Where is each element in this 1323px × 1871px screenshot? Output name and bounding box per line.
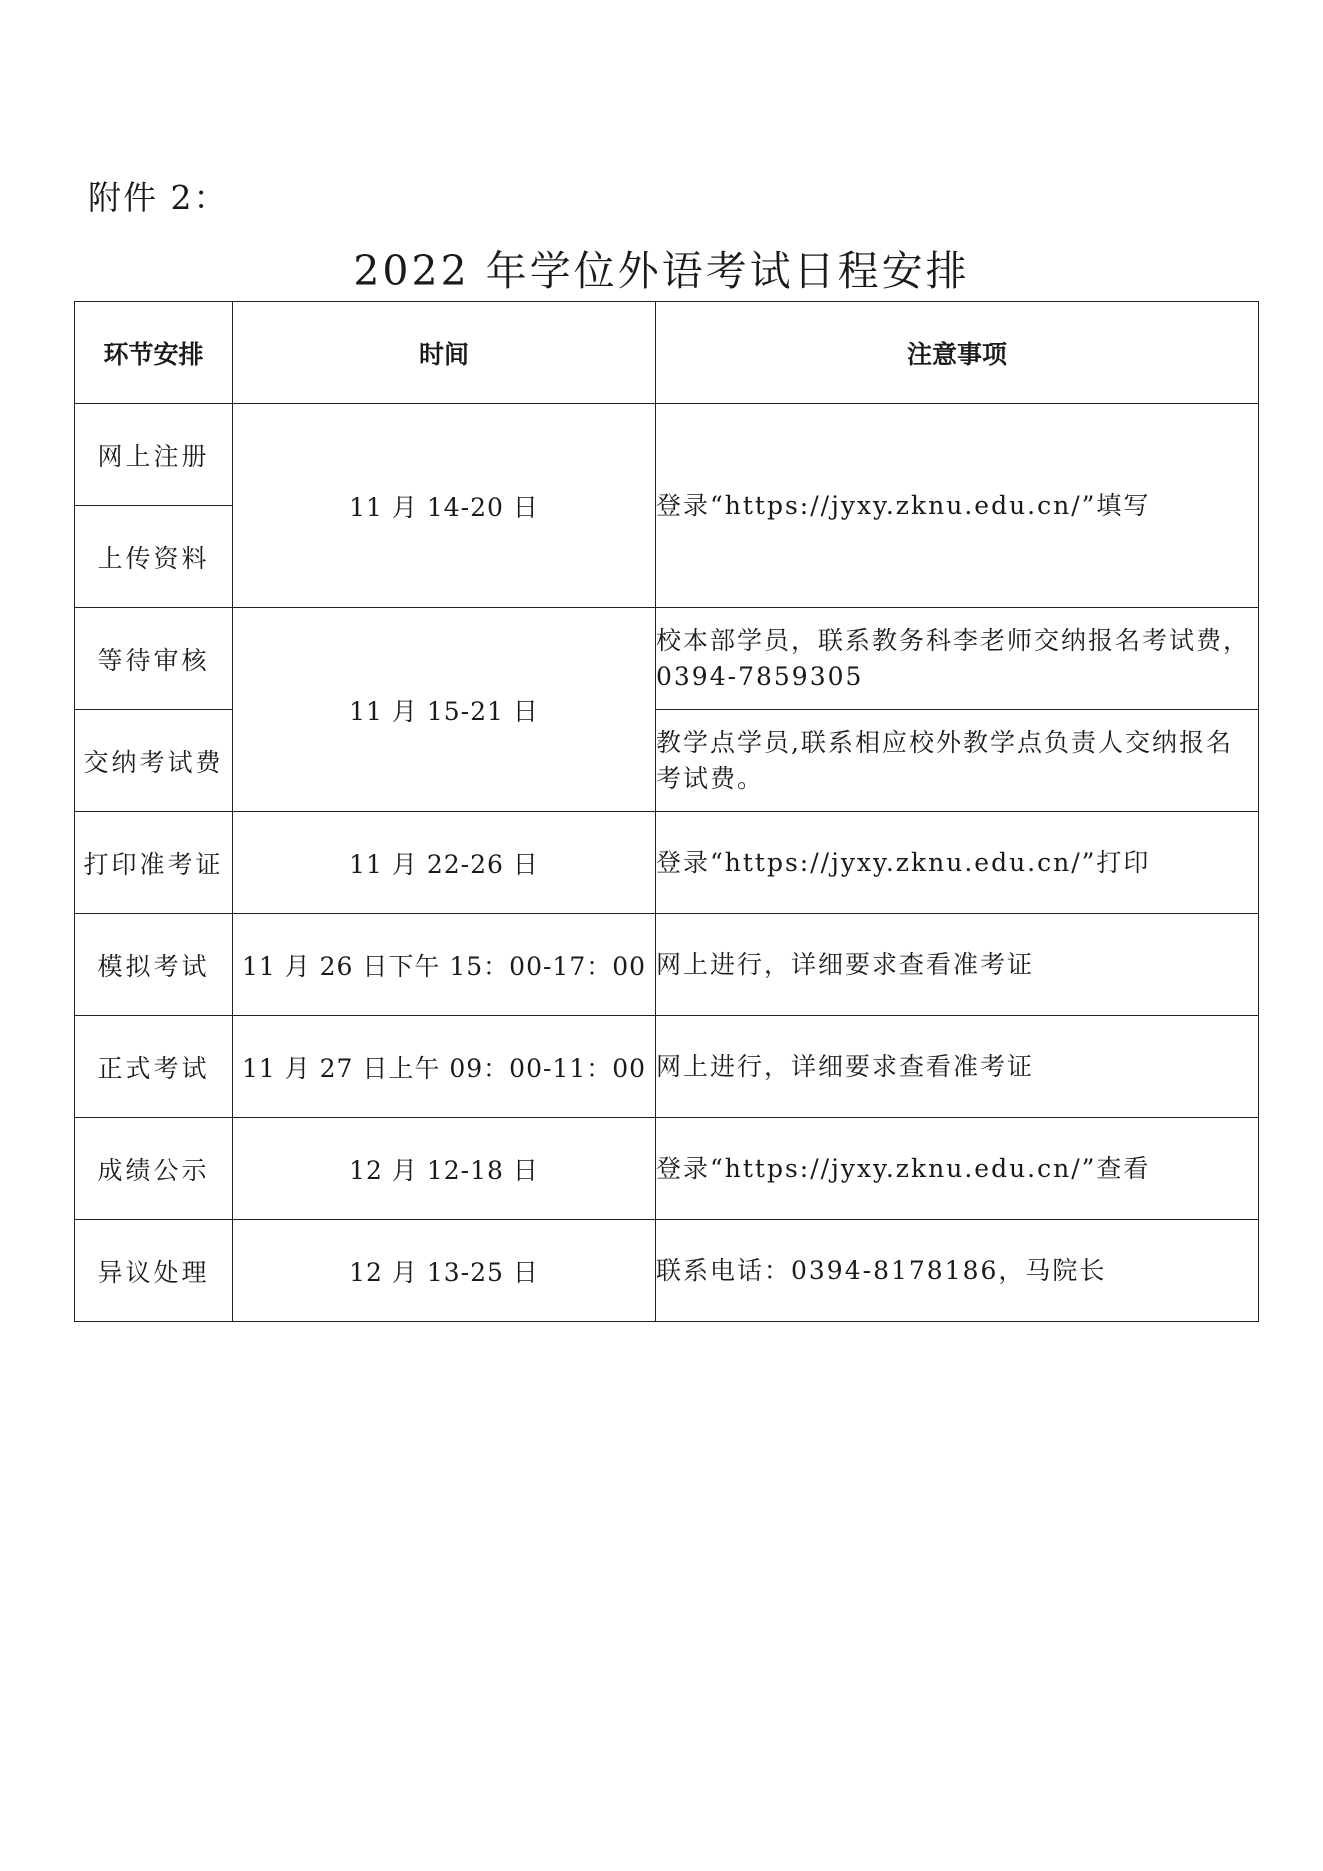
note-cell: 教学点学员,联系相应校外教学点负责人交纳报名考试费。 xyxy=(656,710,1259,812)
time-cell: 11 月 22-26 日 xyxy=(233,812,656,914)
note-cell: 登录“https://jyxy.zknu.edu.cn/”打印 xyxy=(656,812,1259,914)
note-cell: 网上进行，详细要求查看准考证 xyxy=(656,914,1259,1016)
note-cell: 登录“https://jyxy.zknu.edu.cn/”填写 xyxy=(656,404,1259,608)
table-header-row xyxy=(75,302,1259,404)
step-objection: 异议处理 xyxy=(75,1220,233,1322)
table-row xyxy=(75,1016,1259,1118)
step-upload: 上传资料 xyxy=(75,506,233,608)
step-register: 网上注册 xyxy=(75,404,233,506)
time-cell: 12 月 13-25 日 xyxy=(233,1220,656,1322)
header-time: 时间 xyxy=(233,302,656,404)
attachment-label: 附件 2： xyxy=(88,178,229,217)
note-cell: 校本部学员，联系教务科李老师交纳报名考试费，0394-7859305 xyxy=(656,608,1259,710)
table-row xyxy=(75,1220,1259,1322)
time-cell: 11 月 14-20 日 xyxy=(233,404,656,608)
time-cell: 11 月 27 日上午 09：00-11：00 xyxy=(233,1016,656,1118)
note-cell: 联系电话：0394-8178186，马院长 xyxy=(656,1220,1259,1322)
table-row xyxy=(75,1118,1259,1220)
header-notes: 注意事项 xyxy=(656,302,1259,404)
time-cell: 12 月 12-18 日 xyxy=(233,1118,656,1220)
step-review: 等待审核 xyxy=(75,608,233,710)
note-cell: 网上进行，详细要求查看准考证 xyxy=(656,1016,1259,1118)
time-cell: 11 月 15-21 日 xyxy=(233,608,656,812)
header-step: 环节安排 xyxy=(75,302,233,404)
note-cell: 登录“https://jyxy.zknu.edu.cn/”查看 xyxy=(656,1118,1259,1220)
document-title: 2022 年学位外语考试日程安排 xyxy=(353,247,970,295)
table-row xyxy=(75,608,1259,710)
time-cell: 11 月 26 日下午 15：00-17：00 xyxy=(233,914,656,1016)
step-mock: 模拟考试 xyxy=(75,914,233,1016)
table-row xyxy=(75,812,1259,914)
table-row xyxy=(75,914,1259,1016)
step-print: 打印准考证 xyxy=(75,812,233,914)
schedule-table xyxy=(74,301,1259,1322)
table-row xyxy=(75,404,1259,506)
step-formal: 正式考试 xyxy=(75,1016,233,1118)
step-results: 成绩公示 xyxy=(75,1118,233,1220)
step-pay: 交纳考试费 xyxy=(75,710,233,812)
